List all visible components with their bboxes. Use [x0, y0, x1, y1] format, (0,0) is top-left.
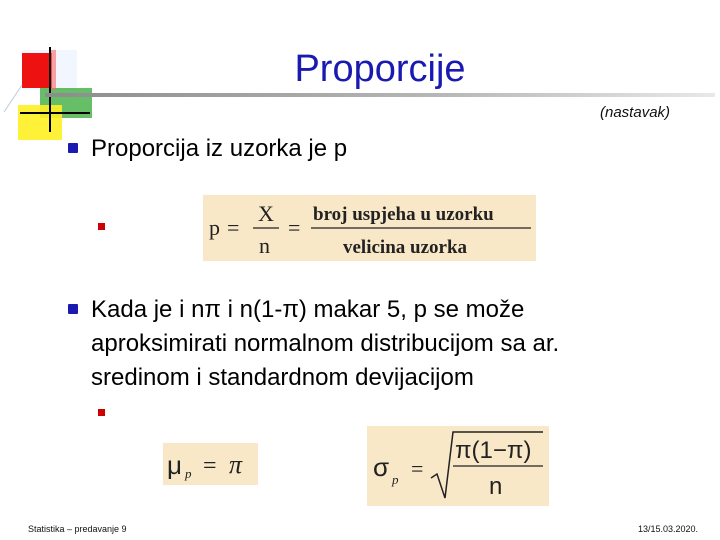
bullet-text-line2: aproksimirati normalnom distribucijom sa ar.	[91, 330, 560, 357]
formula-sd-eq: =	[411, 456, 424, 481]
footer-course: Statistika – predavanje 9	[28, 524, 127, 534]
formula-sd-num: π(1−π)	[455, 437, 532, 464]
sub-bullet-marker	[98, 223, 105, 230]
footer-date: 13/15.03.2020.	[638, 524, 699, 534]
proportion-formula	[203, 195, 536, 261]
formula-lhs: p	[209, 215, 220, 240]
proportion-formula-svg	[203, 195, 536, 261]
sub-bullet-marker	[98, 409, 105, 416]
mean-formula-svg	[163, 443, 258, 485]
formula-mean-rhs: π	[229, 450, 243, 479]
mean-formula	[163, 443, 258, 485]
title-rule	[45, 93, 715, 97]
formula-eq1: =	[227, 215, 240, 240]
slide-logo	[0, 0, 110, 140]
formula-eq2: =	[288, 215, 301, 240]
formula-sigma: σ	[373, 452, 390, 482]
formula-sigma-sub: p	[392, 472, 399, 487]
bullet-text-line3: sredinom i standardnom devijacijom	[91, 364, 474, 391]
formula-mean-eq: =	[203, 453, 217, 479]
formula-mu-sub: p	[185, 466, 192, 481]
sd-formula-svg	[367, 426, 549, 506]
formula-den1: n	[259, 233, 270, 258]
formula-mu: μ	[167, 450, 182, 480]
formula-sd-den: n	[489, 473, 503, 500]
bullet-marker	[68, 304, 78, 314]
slide-subtitle: (nastavak)	[600, 104, 671, 121]
slide-title: Proporcije	[294, 48, 466, 90]
sd-formula	[367, 426, 549, 506]
formula-den2: velicina uzorka	[343, 237, 468, 258]
bullet-text: Proporcija iz uzorka je p	[91, 135, 348, 162]
formula-num2: broj uspjeha u uzorku	[313, 204, 494, 225]
bullet-text-line1: Kada je i nπ i n(1-π) makar 5, p se može	[91, 296, 525, 323]
bullet-marker	[68, 143, 78, 153]
formula-num1: X	[258, 201, 274, 226]
